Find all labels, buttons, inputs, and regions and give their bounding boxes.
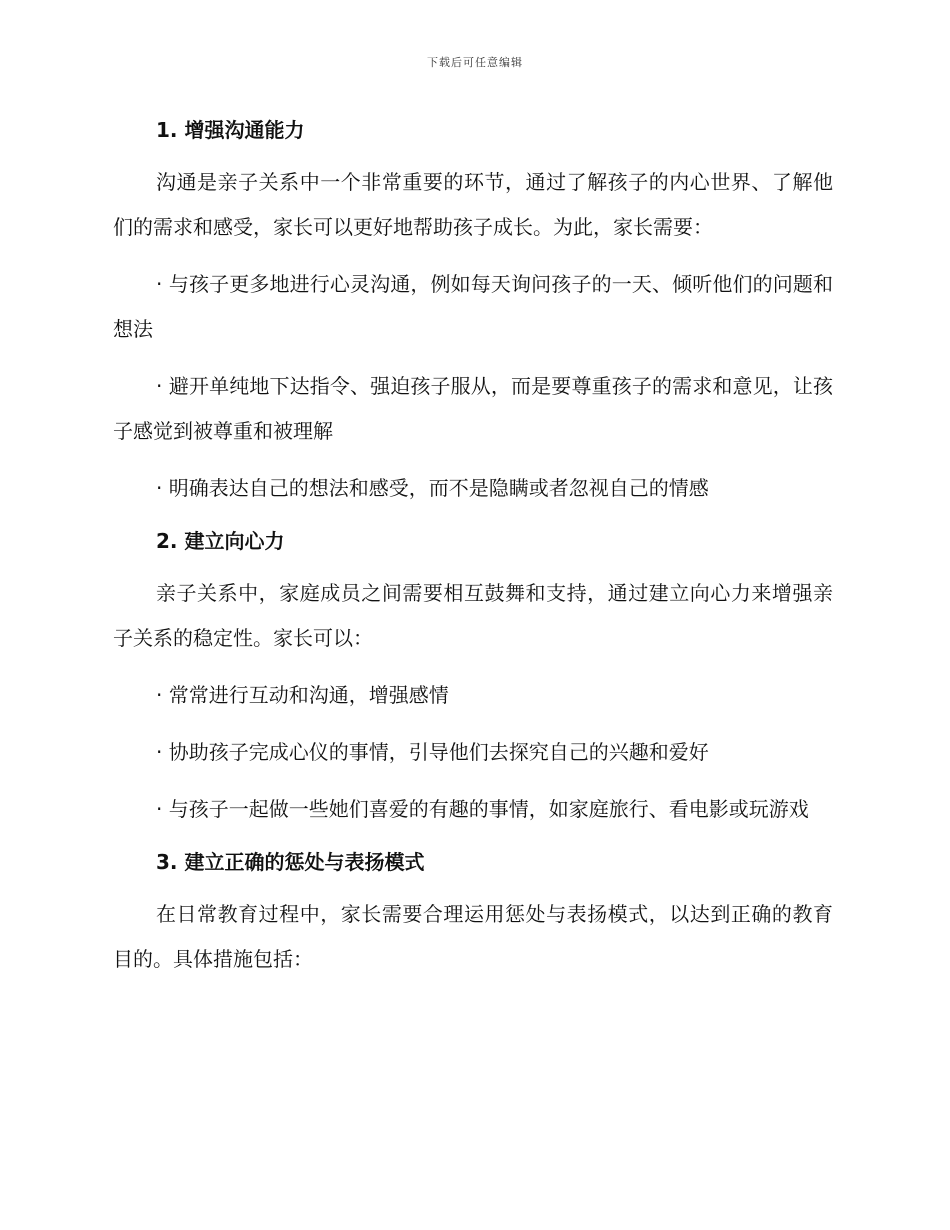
section-heading-1: 1. 增强沟通能力 (156, 118, 305, 142)
bullet-item: · 与孩子更多地进行心灵沟通，例如每天询问孩子的一天、倾听他们的问题和想法 (113, 272, 833, 341)
section-heading-2: 2. 建立向心力 (156, 529, 285, 553)
section-heading-3: 3. 建立正确的惩处与表扬模式 (156, 850, 425, 874)
bullet-item: · 与孩子一起做一些她们喜爱的有趣的事情，如家庭旅行、看电影或玩游戏 (156, 797, 809, 821)
bullet-item: · 协助孩子完成心仪的事情，引导他们去探究自己的兴趣和爱好 (156, 740, 709, 764)
paragraph: 沟通是亲子关系中一个非常重要的环节，通过了解孩子的内心世界、了解他们的需求和感受，家长可以更好地帮助孩子成长。为此，家长需要： (113, 170, 833, 239)
paragraph: 在日常教育过程中，家长需要合理运用惩处与表扬模式，以达到正确的教育目的。具体措施包括： (113, 902, 833, 971)
bullet-item: · 常常进行互动和沟通，增强感情 (156, 683, 449, 707)
bullet-item: · 明确表达自己的想法和感受，而不是隐瞒或者忽视自己的情感 (156, 476, 709, 500)
bullet-item: · 避开单纯地下达指令、强迫孩子服从，而是要尊重孩子的需求和意见，让孩子感觉到被尊重和被理解 (113, 374, 833, 443)
paragraph: 亲子关系中，家庭成员之间需要相互鼓舞和支持，通过建立向心力来增强亲子关系的稳定性。家长可以： (113, 581, 833, 650)
document-body (113, 112, 833, 982)
page-header: 下载后可任意编辑 (427, 56, 523, 69)
